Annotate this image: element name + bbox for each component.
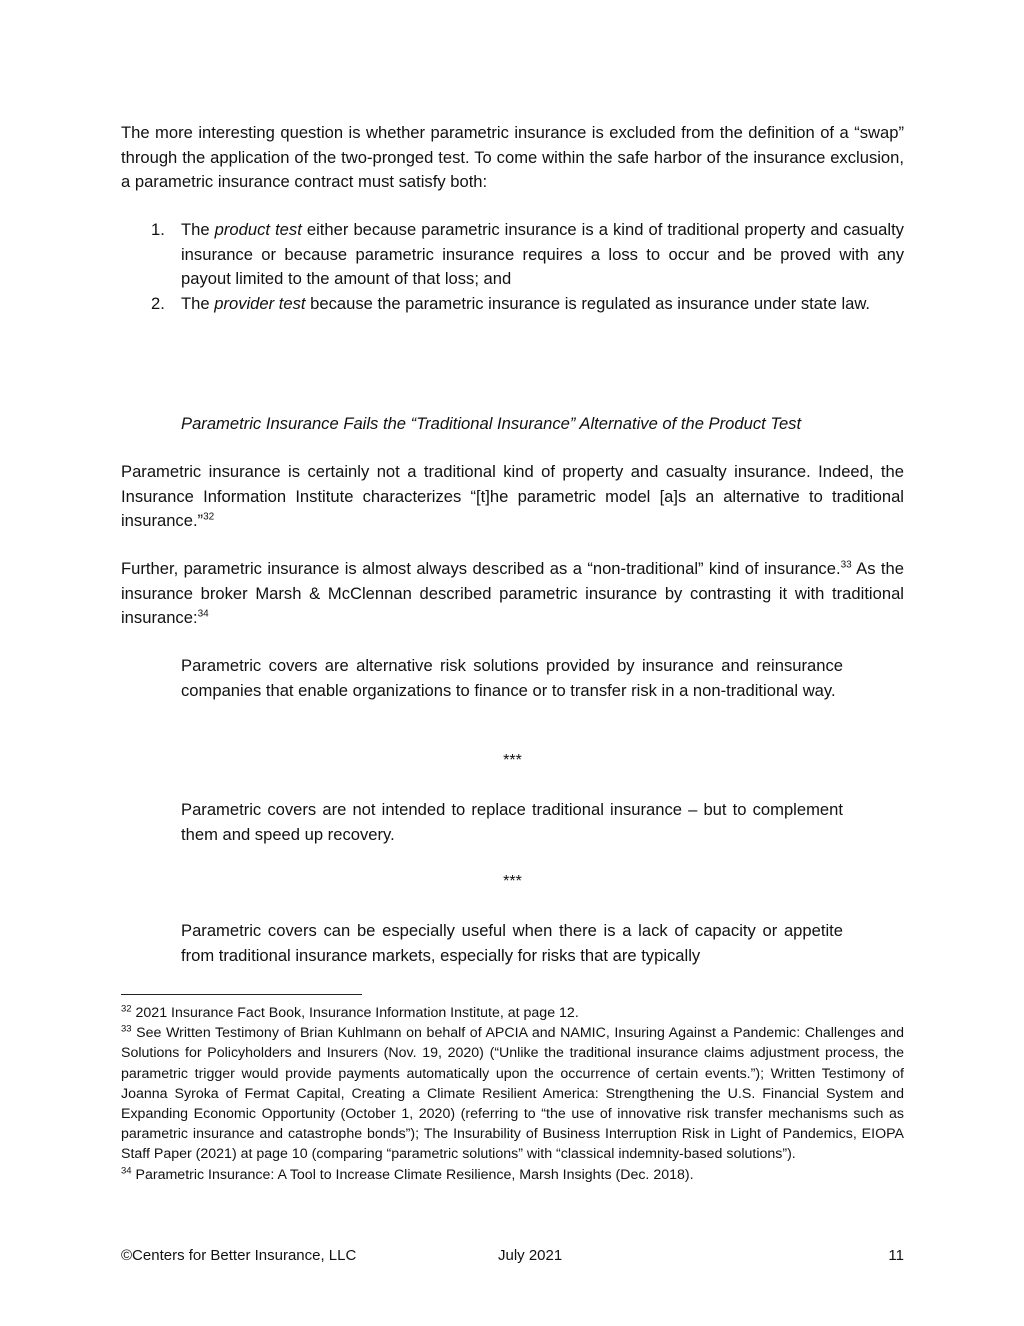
list-item-number: 1.	[151, 220, 165, 239]
list-item: 2. The provider test because the parametric insurance is regulated as insurance under state law.	[151, 292, 904, 317]
footnote-divider	[121, 994, 362, 995]
footnote-ref-33[interactable]: 33	[840, 559, 852, 571]
footnote-ref-34[interactable]: 34	[197, 608, 209, 620]
two-pronged-test-list	[151, 218, 904, 316]
list-item: 1. The product test either because parametric insurance is a kind of traditional property and casualty insurance or because parametric insurance requires a loss to occur and be proved with any payout limited to the amount of that loss; and	[151, 220, 904, 288]
product-test-term: product test	[214, 220, 302, 239]
block-quote: Parametric covers are not intended to replace traditional insurance – but to complement them and speed up recovery.	[181, 800, 843, 844]
footnote-34: $^{34}$ Parametric Insurance: A Tool to Increase Climate Resilience, Marsh Insights (Dec. 2018).	[121, 1164, 694, 1183]
intro-paragraph: The more interesting question is whether parametric insurance is excluded from the definition of a “swap” through the application of the two-pronged test. To come within the safe harbor of the insurance exclusion, a parametric insurance contract must satisfy both:	[121, 123, 904, 191]
footer-date: July 2021	[498, 1247, 563, 1264]
quote-separator: ***	[503, 752, 522, 769]
footnote-33: $^{33}$ See Written Testimony of Brian Kuhlmann on behalf of APCIA and NAMIC, Insuring Against a Pandemic: Challenges and Solutions for Policyholders and Insurers (Nov. 19, 2020) (“Unlike the traditional insurance claims adjustment process, the parametric trigger would provide payments automatically upon the occurrence of certain events.”); Written Testimony of Joanna Syroka of Fermat Capital, Creating a Climate Resilient America: Strengthening the U.S. Financial System and Expanding Economic Opportunity (October 1, 2020) (referring to “the use of innovative risk transfer mechanisms such as parametric insurance and catastrophe bonds”); The Insurability of Business Interruption Risk in Light of Pandemics, EIOPA Staff Paper (2021) at page 10 (comparing “parametric solutions” with “classical indemnity-based solutions”).	[121, 1023, 904, 1163]
page-footer	[121, 1246, 904, 1266]
footnote-ref-32[interactable]: 32	[203, 511, 215, 523]
block-quote: Parametric covers can be especially useful when there is a lack of capacity or appetite from traditional insurance markets, especially for risks that are typically	[181, 921, 843, 965]
section-subheading: Parametric Insurance Fails the “Traditional Insurance” Alternative of the Product Test	[181, 414, 802, 433]
traditional-insurance-paragraph: Parametric insurance is certainly not a traditional kind of property and casualty insurance. Indeed, the Insurance Information Institute characterizes “[t]he parametric model [a]s an alternative to traditional insurance.”$^{32}$	[121, 462, 904, 530]
footnotes	[121, 1003, 904, 1185]
copyright-text: ©Centers for Better Insurance, LLC	[121, 1247, 357, 1264]
non-traditional-paragraph: Further, parametric insurance is almost always described as a “non-traditional” kind of insurance.$^{33}$ As the insurance broker Marsh & McClennan described parametric insurance by contrasting it with traditional insurance:$^{34}$	[121, 559, 904, 627]
list-item-number: 2.	[151, 293, 165, 313]
quote-separator: ***	[503, 873, 522, 890]
page-number: 11	[888, 1247, 904, 1264]
footnote-32: $^{32}$ 2021 Insurance Fact Book, Insurance Information Institute, at page 12.	[121, 1003, 579, 1021]
block-quote: Parametric covers are alternative risk solutions provided by insurance and reinsurance companies that enable organizations to finance or to transfer risk in a non-traditional way.	[181, 656, 843, 700]
provider-test-term: provider test	[214, 293, 306, 313]
